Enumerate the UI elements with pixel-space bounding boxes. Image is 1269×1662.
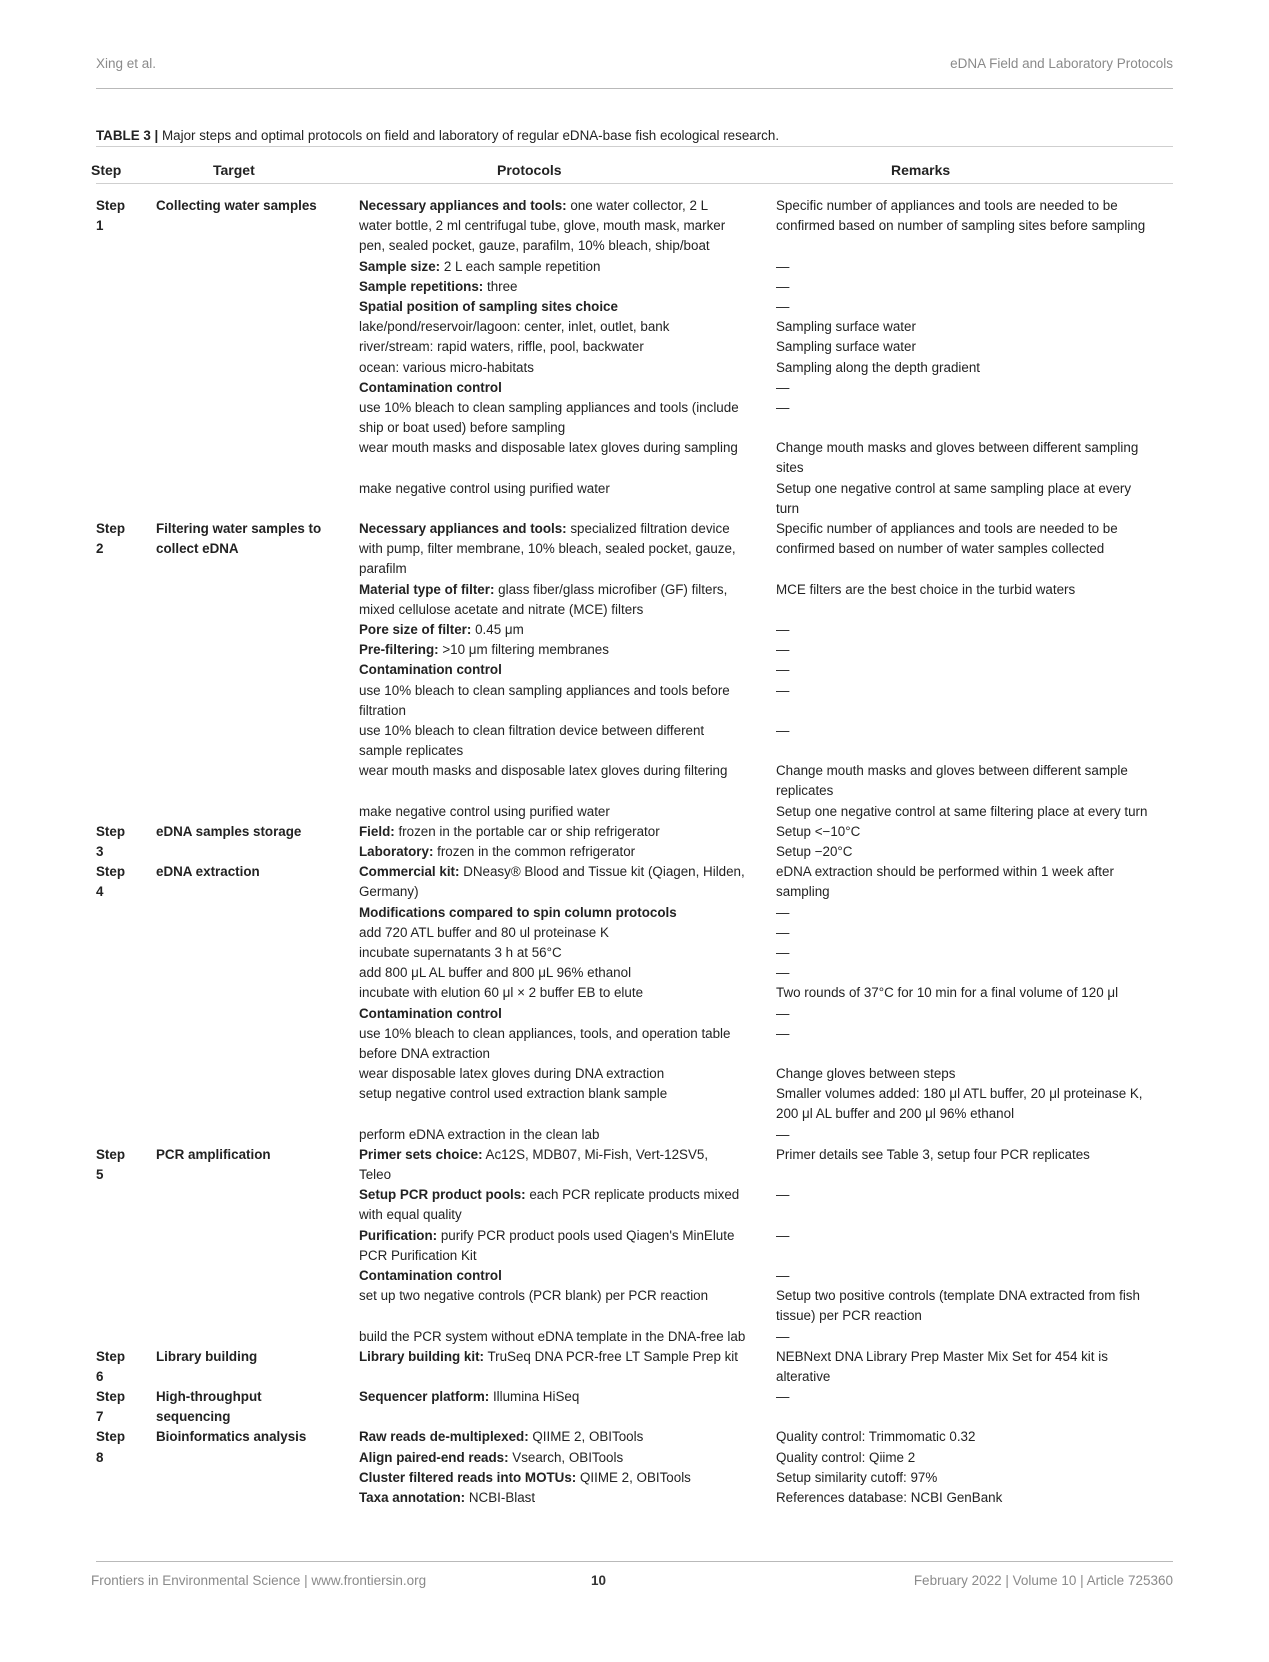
protocol-bold-label: Setup PCR product pools: xyxy=(359,1187,526,1203)
step-cell: Step xyxy=(96,864,126,880)
table-row xyxy=(96,521,1173,541)
protocol-cell xyxy=(359,440,738,455)
protocol-bold-label: Raw reads de-multiplexed: xyxy=(359,1429,529,1445)
table-row xyxy=(96,400,1173,420)
remark-cell: Setup similarity cutoff: 97% xyxy=(776,1469,938,1485)
protocol-text: one water collector, 2 L xyxy=(566,198,709,213)
table-row xyxy=(96,783,1173,803)
table-row xyxy=(96,299,1173,319)
column-header-protocols: Protocols xyxy=(497,162,562,178)
target-cell: sequencing xyxy=(156,1409,231,1425)
remark-cell: Smaller volumes added: 180 μl ATL buffer, 20 μl proteinase K, xyxy=(776,1086,1143,1102)
protocol-bold-label: Pre-filtering: xyxy=(359,642,439,658)
table-row xyxy=(96,602,1173,622)
protocol-text: parafilm xyxy=(359,561,407,577)
step-cell: 7 xyxy=(96,1409,104,1425)
protocol-bold-label: Commercial kit: xyxy=(359,864,460,880)
table-row xyxy=(96,743,1173,763)
protocol-cell xyxy=(359,1046,490,1061)
table-top-rule xyxy=(96,146,1173,147)
protocol-text: 0.45 μm xyxy=(471,621,524,637)
protocol-cell xyxy=(359,238,710,253)
remark-cell: Two rounds of 37°C for 10 min for a final volume of 120 μl xyxy=(776,985,1119,1001)
protocol-text: ocean: various micro-habitats xyxy=(359,359,534,375)
table-row xyxy=(96,1006,1173,1026)
footer-issue: February 2022 | Volume 10 | Article 725360 xyxy=(913,1573,1173,1588)
table-row xyxy=(96,541,1173,561)
remark-cell: — xyxy=(776,662,790,678)
protocol-text: add 720 ATL buffer and 80 ul proteinase K xyxy=(359,924,609,940)
table-row xyxy=(96,1046,1173,1066)
remark-cell: Sampling surface water xyxy=(776,319,916,335)
protocol-text: water bottle, 2 ml centrifugal tube, glove, mouth mask, marker xyxy=(359,218,726,234)
table-row xyxy=(96,218,1173,238)
protocol-bold-label: Cluster filtered reads into MOTUs: xyxy=(359,1469,577,1485)
remark-cell: Setup one negative control at same filtering place at every turn xyxy=(776,803,1148,819)
protocol-text: Teleo xyxy=(359,1167,392,1182)
step-cell: 2 xyxy=(96,541,104,557)
protocol-text: make negative control using purified water xyxy=(359,480,610,496)
protocol-text: TruSeq DNA PCR-free LT Sample Prep kit xyxy=(483,1348,739,1364)
protocol-cell xyxy=(359,683,730,698)
protocol-text: QIIME 2, OBITools xyxy=(528,1429,644,1445)
remark-cell: — xyxy=(776,621,790,637)
protocol-cell xyxy=(359,965,631,980)
protocol-text: wear disposable latex gloves during DNA extraction xyxy=(359,1066,665,1082)
table-row xyxy=(96,1207,1173,1227)
remark-cell: — xyxy=(776,642,790,658)
remark-cell: — xyxy=(776,258,790,274)
step-cell: 4 xyxy=(96,884,104,900)
remark-cell: References database: NCBI GenBank xyxy=(776,1490,1003,1505)
remark-cell: — xyxy=(776,1005,790,1021)
table-header-rule xyxy=(96,183,1173,184)
table-row xyxy=(96,1086,1173,1106)
remark-cell: — xyxy=(776,965,790,981)
remark-cell: confirmed based on number of water samples collected xyxy=(776,541,1105,557)
table-row xyxy=(96,1329,1173,1349)
remark-cell: Setup two positive controls (template DNA extracted from fish xyxy=(776,1288,1140,1304)
column-header-step: Step xyxy=(91,162,122,178)
remark-cell: NEBNext DNA Library Prep Master Mix Set for 454 kit is xyxy=(776,1348,1108,1364)
protocol-cell xyxy=(359,1006,502,1021)
protocol-cell xyxy=(359,642,609,657)
table-row xyxy=(96,1349,1173,1369)
protocol-cell xyxy=(359,1167,391,1182)
protocol-text: mixed cellulose acetate and nitrate (MCE) filters xyxy=(359,601,644,617)
protocol-bold-label: Taxa annotation: xyxy=(359,1490,466,1505)
protocol-cell xyxy=(359,1389,579,1404)
protocol-cell xyxy=(359,1429,643,1444)
protocol-cell xyxy=(359,1490,535,1505)
table-caption xyxy=(96,128,779,143)
protocol-bold-label: Necessary appliances and tools: xyxy=(359,521,567,536)
target-cell: High-throughput xyxy=(156,1389,262,1405)
protocol-cell xyxy=(359,864,745,879)
remark-cell: — xyxy=(776,379,790,395)
target-cell: eDNA extraction xyxy=(156,864,260,880)
protocol-bold-label: Sample size: xyxy=(359,258,441,274)
step-cell: Step xyxy=(96,198,126,213)
remark-cell: MCE filters are the best choice in the turbid waters xyxy=(776,581,1076,597)
table-row xyxy=(96,945,1173,965)
table-row xyxy=(96,582,1173,602)
remark-cell: Setup <−10°C xyxy=(776,823,861,839)
protocol-text: river/stream: rapid waters, riffle, pool, backwater xyxy=(359,339,644,355)
protocol-cell xyxy=(359,339,644,354)
remark-cell: — xyxy=(776,1267,790,1283)
remark-cell: Specific number of appliances and tools are needed to be xyxy=(776,521,1118,536)
protocol-cell xyxy=(359,1268,502,1283)
table-row xyxy=(96,1429,1173,1449)
protocol-cell xyxy=(359,703,406,718)
remark-cell: sampling xyxy=(776,884,830,900)
protocol-text: PCR Purification Kit xyxy=(359,1247,477,1263)
caption-text: Major steps and optimal protocols on field and laboratory of regular eDNA-base fish ecological research. xyxy=(158,128,780,143)
protocol-cell xyxy=(359,360,534,375)
protocol-bold-label: Sample repetitions: xyxy=(359,278,484,294)
remark-cell: Change mouth masks and gloves between different sampling xyxy=(776,440,1139,456)
protocol-cell xyxy=(359,1026,730,1041)
table-row xyxy=(96,380,1173,400)
remark-cell: 200 μl AL buffer and 200 μl 96% ethanol xyxy=(776,1106,1015,1122)
protocol-cell xyxy=(359,1066,664,1081)
table-row xyxy=(96,723,1173,743)
protocol-text: add 800 μL AL buffer and 800 μL 96% ethanol xyxy=(359,965,632,981)
remark-cell: — xyxy=(776,1227,790,1243)
table-row xyxy=(96,1470,1173,1490)
remark-cell: — xyxy=(776,722,790,738)
protocol-cell xyxy=(359,198,708,213)
protocol-cell xyxy=(359,1470,691,1485)
protocol-cell xyxy=(359,723,704,738)
table-row xyxy=(96,1106,1173,1126)
table-row xyxy=(96,905,1173,925)
table-body xyxy=(96,198,1173,1510)
remark-cell: Setup −20°C xyxy=(776,844,853,859)
protocol-text: ship or boat used) before sampling xyxy=(359,420,566,436)
protocol-cell xyxy=(359,1127,599,1142)
protocol-text: NCBI-Blast xyxy=(465,1490,536,1505)
protocol-cell xyxy=(359,521,730,536)
protocol-cell xyxy=(359,218,725,233)
target-cell: PCR amplification xyxy=(156,1146,271,1162)
protocol-text: DNeasy® Blood and Tissue kit (Qiagen, Hilden, xyxy=(459,864,745,880)
protocol-text: >10 μm filtering membranes xyxy=(438,642,609,658)
protocol-text: incubate with elution 60 μl × 2 buffer EB to elute xyxy=(359,985,644,1001)
protocol-text: use 10% bleach to clean sampling appliances and tools (include xyxy=(359,399,739,415)
protocol-text: before DNA extraction xyxy=(359,1045,490,1061)
remark-cell: — xyxy=(776,1187,790,1203)
protocol-bold-label: Library building kit: xyxy=(359,1348,484,1364)
table-row xyxy=(96,198,1173,218)
remark-cell: eDNA extraction should be performed within 1 week after xyxy=(776,864,1114,880)
table-row xyxy=(96,501,1173,521)
table-row xyxy=(96,339,1173,359)
protocol-bold-label: Pore size of filter: xyxy=(359,621,472,637)
table-row xyxy=(96,804,1173,824)
remark-cell: — xyxy=(776,1328,790,1344)
table-row xyxy=(96,1450,1173,1470)
table-row xyxy=(96,965,1173,985)
protocol-text: QIIME 2, OBITools xyxy=(576,1469,691,1485)
table-row xyxy=(96,1228,1173,1248)
protocol-cell xyxy=(359,945,562,960)
target-cell: Collecting water samples xyxy=(156,198,317,213)
protocol-cell xyxy=(359,662,502,677)
remark-cell: — xyxy=(776,944,790,960)
protocol-bold-label: Contamination control xyxy=(359,1267,502,1283)
protocol-bold-label: Laboratory: xyxy=(359,844,434,859)
protocol-text: with pump, filter membrane, 10% bleach, sealed pocket, gauze, xyxy=(359,541,736,557)
protocol-cell xyxy=(359,824,660,839)
target-cell: eDNA samples storage xyxy=(156,823,302,839)
step-cell: Step xyxy=(96,1429,126,1445)
protocol-cell xyxy=(359,1086,667,1101)
column-header-remarks: Remarks xyxy=(891,162,951,178)
remark-cell: turn xyxy=(776,500,800,516)
protocol-cell xyxy=(359,743,463,758)
remark-cell: — xyxy=(776,1389,790,1405)
protocol-bold-label: Necessary appliances and tools: xyxy=(359,198,567,213)
table-row xyxy=(96,1308,1173,1328)
protocol-cell xyxy=(359,1207,462,1222)
header-rule xyxy=(96,88,1173,89)
table-row xyxy=(96,864,1173,884)
remark-cell: Change mouth masks and gloves between different sample xyxy=(776,763,1128,779)
table-row xyxy=(96,763,1173,783)
protocol-text: with equal quality xyxy=(359,1207,462,1223)
protocol-text: use 10% bleach to clean appliances, tools, and operation table xyxy=(359,1025,731,1041)
protocol-cell xyxy=(359,763,727,778)
remark-cell: Quality control: Trimmomatic 0.32 xyxy=(776,1429,976,1445)
remark-cell: Sampling surface water xyxy=(776,339,916,355)
table-row xyxy=(96,985,1173,1005)
protocol-bold-label: Spatial position of sampling sites choice xyxy=(359,298,618,314)
protocol-text: wear mouth masks and disposable latex gloves during sampling xyxy=(359,440,738,456)
remark-cell: — xyxy=(776,278,790,294)
table-row xyxy=(96,1490,1173,1510)
protocol-cell xyxy=(359,622,524,637)
step-cell: 1 xyxy=(96,218,104,234)
protocol-cell xyxy=(359,1187,739,1202)
protocol-text: use 10% bleach to clean sampling appliances and tools before xyxy=(359,682,730,698)
protocol-cell xyxy=(359,259,600,274)
protocol-cell xyxy=(359,1147,708,1162)
protocol-text: three xyxy=(483,278,518,294)
remark-cell: Setup one negative control at same sampling place at every xyxy=(776,480,1132,496)
protocol-bold-label: Field: xyxy=(359,823,395,839)
protocol-bold-label: Material type of filter: xyxy=(359,581,495,597)
table-row xyxy=(96,420,1173,440)
protocol-text: wear mouth masks and disposable latex gloves during filtering xyxy=(359,763,728,779)
protocol-bold-label: Contamination control xyxy=(359,1005,502,1021)
protocol-bold-label: Sequencer platform: xyxy=(359,1389,490,1405)
protocol-text: frozen in the portable car or ship refrigerator xyxy=(394,823,660,839)
target-cell: Bioinformatics analysis xyxy=(156,1429,307,1445)
protocol-cell xyxy=(359,541,736,556)
remark-cell: — xyxy=(776,682,790,698)
protocol-text: setup negative control used extraction blank sample xyxy=(359,1086,668,1102)
step-cell: 8 xyxy=(96,1449,104,1465)
table-row xyxy=(96,561,1173,581)
protocol-text: set up two negative controls (PCR blank) per PCR reaction xyxy=(359,1288,709,1304)
table-row xyxy=(96,1187,1173,1207)
protocol-cell xyxy=(359,1288,708,1303)
protocol-bold-label: Contamination control xyxy=(359,379,502,395)
protocol-cell xyxy=(359,279,518,294)
remark-cell: alterative xyxy=(776,1368,831,1384)
protocol-text: Illumina HiSeq xyxy=(489,1389,580,1405)
table-row xyxy=(96,703,1173,723)
footer-rule xyxy=(96,1561,1173,1562)
header-title: eDNA Field and Laboratory Protocols xyxy=(950,56,1173,71)
protocol-text: each PCR replicate products mixed xyxy=(525,1187,740,1203)
target-cell: Filtering water samples to xyxy=(156,521,322,536)
protocol-text: Vsearch, OBITools xyxy=(508,1449,624,1465)
protocol-text: specialized filtration device xyxy=(566,521,730,536)
table-row xyxy=(96,1026,1173,1046)
protocol-cell xyxy=(359,319,669,334)
remark-cell: tissue) per PCR reaction xyxy=(776,1308,922,1324)
protocol-cell xyxy=(359,582,727,597)
target-cell: collect eDNA xyxy=(156,541,239,557)
running-header xyxy=(96,56,1173,71)
remark-cell: Primer details see Table 3, setup four PCR replicates xyxy=(776,1146,1090,1162)
protocol-text: Ac12S, MDB07, Mi-Fish, Vert-12SV5, xyxy=(482,1146,709,1162)
protocol-cell xyxy=(359,985,643,1000)
table-row xyxy=(96,1167,1173,1187)
step-cell: Step xyxy=(96,1146,126,1162)
remark-cell: — xyxy=(776,399,790,415)
protocol-text: filtration xyxy=(359,702,406,718)
table-row xyxy=(96,1409,1173,1429)
header-authors: Xing et al. xyxy=(96,56,157,71)
protocol-cell xyxy=(359,905,677,920)
table-row xyxy=(96,259,1173,279)
remark-cell: — xyxy=(776,298,790,314)
protocol-cell xyxy=(359,844,635,859)
protocol-cell xyxy=(359,400,739,415)
protocol-bold-label: Purification: xyxy=(359,1227,438,1243)
remark-cell: Specific number of appliances and tools are needed to be xyxy=(776,198,1118,213)
remark-cell: — xyxy=(776,924,790,940)
table-row xyxy=(96,1127,1173,1147)
remark-cell: Sampling along the depth gradient xyxy=(776,359,980,375)
table-row xyxy=(96,844,1173,864)
protocol-bold-label: Modifications compared to spin column protocols xyxy=(359,904,677,920)
protocol-cell xyxy=(359,1329,745,1344)
remark-cell: Quality control: Qiime 2 xyxy=(776,1449,916,1465)
remark-cell: — xyxy=(776,1025,790,1041)
protocol-cell xyxy=(359,1450,623,1465)
protocol-bold-label: Contamination control xyxy=(359,662,502,678)
column-header-target: Target xyxy=(213,162,255,178)
table-row xyxy=(96,1288,1173,1308)
remark-cell: confirmed based on number of sampling sites before sampling xyxy=(776,218,1146,234)
table-row xyxy=(96,662,1173,682)
table-row xyxy=(96,1268,1173,1288)
table-row xyxy=(96,238,1173,258)
table-row xyxy=(96,1369,1173,1389)
protocol-cell xyxy=(359,561,407,576)
table-row xyxy=(96,319,1173,339)
protocol-cell xyxy=(359,481,610,496)
table-row xyxy=(96,683,1173,703)
table-row xyxy=(96,481,1173,501)
protocol-cell xyxy=(359,884,419,899)
protocol-text: incubate supernatants 3 h at 56°C xyxy=(359,944,562,960)
table-row xyxy=(96,1248,1173,1268)
protocol-cell xyxy=(359,602,643,617)
remark-cell: replicates xyxy=(776,783,834,799)
caption-label: TABLE 3 | xyxy=(96,128,159,143)
remark-cell: — xyxy=(776,1126,790,1142)
protocol-text: frozen in the common refrigerator xyxy=(433,844,636,859)
step-cell: 5 xyxy=(96,1167,104,1182)
protocol-text: build the PCR system without eDNA template in the DNA-free lab xyxy=(359,1328,746,1344)
protocol-text: perform eDNA extraction in the clean lab xyxy=(359,1126,600,1142)
protocol-text: Germany) xyxy=(359,884,419,900)
step-cell: 6 xyxy=(96,1368,104,1384)
protocol-cell xyxy=(359,804,610,819)
remark-cell: sites xyxy=(776,460,804,476)
protocol-text: glass fiber/glass microfiber (GF) filters, xyxy=(494,581,728,597)
table-row xyxy=(96,440,1173,460)
table-row xyxy=(96,824,1173,844)
protocol-text: use 10% bleach to clean filtration device between different xyxy=(359,722,705,738)
page-number: 10 xyxy=(591,1573,607,1588)
protocol-cell xyxy=(359,925,609,940)
step-cell: Step xyxy=(96,521,126,536)
remark-cell: — xyxy=(776,904,790,920)
footer-journal: Frontiers in Environmental Science | www.frontiersin.org xyxy=(91,1573,427,1588)
protocol-text: 2 L each sample repetition xyxy=(440,258,601,274)
step-cell: 3 xyxy=(96,844,104,859)
table-row xyxy=(96,1389,1173,1409)
table-row xyxy=(96,360,1173,380)
target-cell: Library building xyxy=(156,1348,258,1364)
protocol-text: sample replicates xyxy=(359,743,464,759)
protocol-cell xyxy=(359,1228,734,1243)
protocol-text: make negative control using purified water xyxy=(359,803,610,819)
table-row xyxy=(96,884,1173,904)
step-cell: Step xyxy=(96,823,126,839)
protocol-text: lake/pond/reservoir/lagoon: center, inlet, outlet, bank xyxy=(359,319,670,335)
step-cell: Step xyxy=(96,1348,126,1364)
protocol-text: pen, sealed pocket, gauze, parafilm, 10% bleach, ship/boat xyxy=(359,238,710,254)
table-row xyxy=(96,622,1173,642)
table-row xyxy=(96,279,1173,299)
table-row xyxy=(96,1147,1173,1167)
protocol-text: purify PCR product pools used Qiagen's MinElute xyxy=(437,1227,735,1243)
protocol-cell xyxy=(359,1349,738,1364)
protocol-bold-label: Align paired-end reads: xyxy=(359,1449,509,1465)
protocol-cell xyxy=(359,420,565,435)
table-row xyxy=(96,642,1173,662)
protocol-cell xyxy=(359,380,502,395)
table-row xyxy=(96,460,1173,480)
table-row xyxy=(96,1066,1173,1086)
remark-cell: Change gloves between steps xyxy=(776,1066,956,1082)
protocol-bold-label: Primer sets choice: xyxy=(359,1146,483,1162)
step-cell: Step xyxy=(96,1389,126,1405)
protocol-cell xyxy=(359,299,618,314)
table-row xyxy=(96,925,1173,945)
protocol-cell xyxy=(359,1248,477,1263)
